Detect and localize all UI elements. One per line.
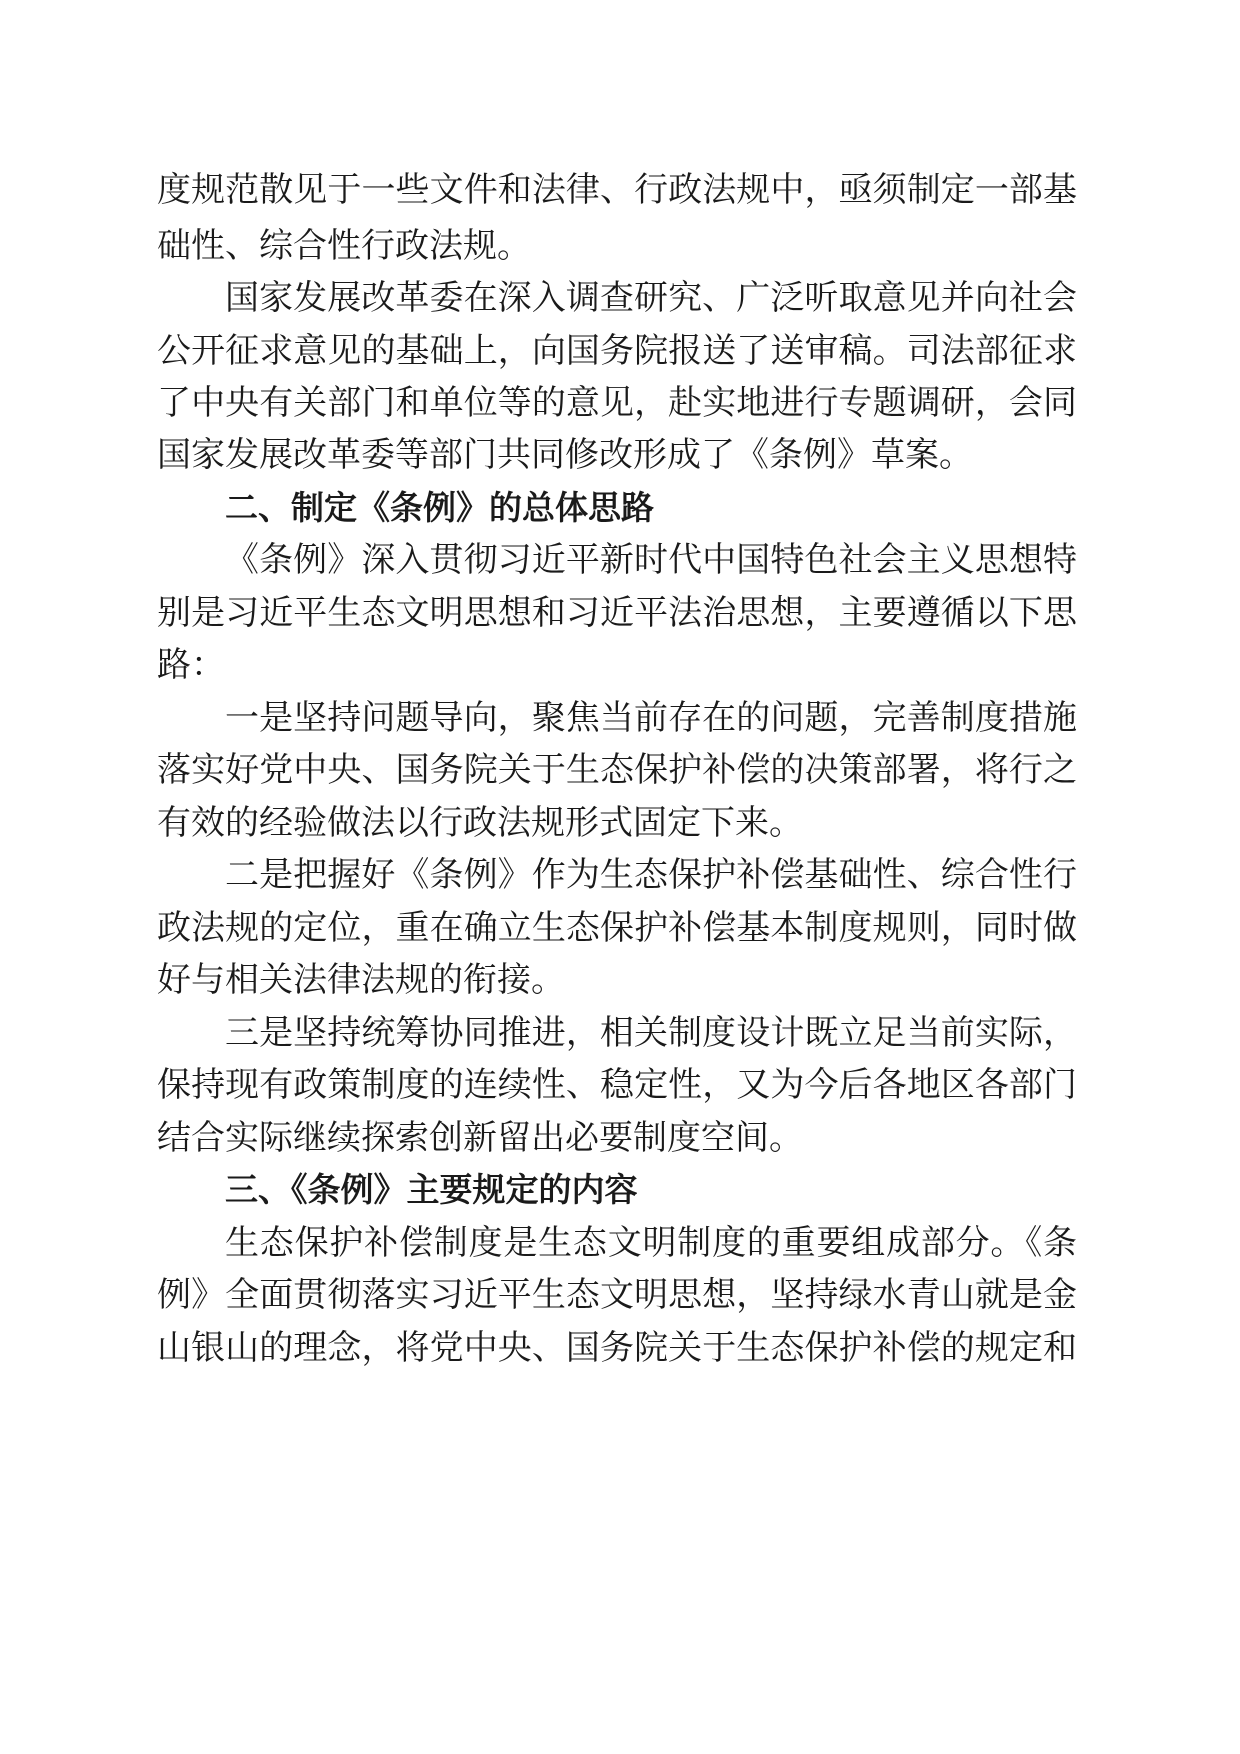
paragraph-line: 路： bbox=[157, 645, 225, 685]
paragraph-line: 有效的经验做法以行政法规形式固定下来。 bbox=[157, 803, 803, 843]
paragraph-line: 度规范散见于一些文件和法律、行政法规中，亟须制定一部基 bbox=[157, 170, 1077, 210]
paragraph-line: 山银山的理念，将党中央、国务院关于生态保护补偿的规定和 bbox=[157, 1328, 1077, 1368]
paragraph-line: 二是把握好《条例》作为生态保护补偿基础性、综合性行 bbox=[225, 855, 1077, 895]
paragraph-line: 《条例》深入贯彻习近平新时代中国特色社会主义思想特 bbox=[225, 540, 1077, 580]
paragraph-line: 一是坚持问题导向，聚焦当前存在的问题，完善制度措施 bbox=[225, 698, 1077, 738]
paragraph-line: 国家发展改革委等部门共同修改形成了《条例》草案。 bbox=[157, 435, 973, 475]
paragraph-line: 国家发展改革委在深入调查研究、广泛听取意见并向社会 bbox=[225, 278, 1077, 318]
section-heading: 二、制定《条例》的总体思路 bbox=[225, 488, 654, 527]
paragraph-line: 保持现有政策制度的连续性、稳定性，又为今后各地区各部门 bbox=[157, 1065, 1077, 1105]
paragraph-line: 生态保护补偿制度是生态文明制度的重要组成部分。《条 bbox=[225, 1223, 1077, 1263]
paragraph-line: 结合实际继续探索创新留出必要制度空间。 bbox=[157, 1118, 803, 1158]
paragraph-line: 落实好党中央、国务院关于生态保护补偿的决策部署，将行之 bbox=[157, 750, 1077, 790]
paragraph-line: 政法规的定位，重在确立生态保护补偿基本制度规则，同时做 bbox=[157, 908, 1077, 948]
paragraph-line: 例》全面贯彻落实习近平生态文明思想，坚持绿水青山就是金 bbox=[157, 1275, 1077, 1315]
paragraph-line: 公开征求意见的基础上，向国务院报送了送审稿。司法部征求 bbox=[157, 331, 1077, 371]
paragraph-line: 别是习近平生态文明思想和习近平法治思想，主要遵循以下思 bbox=[157, 593, 1077, 633]
paragraph-line: 好与相关法律法规的衔接。 bbox=[157, 960, 565, 1000]
paragraph-line: 了中央有关部门和单位等的意见，赴实地进行专题调研，会同 bbox=[157, 383, 1077, 423]
paragraph-line: 础性、综合性行政法规。 bbox=[157, 226, 531, 266]
paragraph-line: 三是坚持统筹协同推进，相关制度设计既立足当前实际， bbox=[225, 1013, 1077, 1053]
section-heading: 三、《条例》主要规定的内容 bbox=[225, 1170, 638, 1209]
